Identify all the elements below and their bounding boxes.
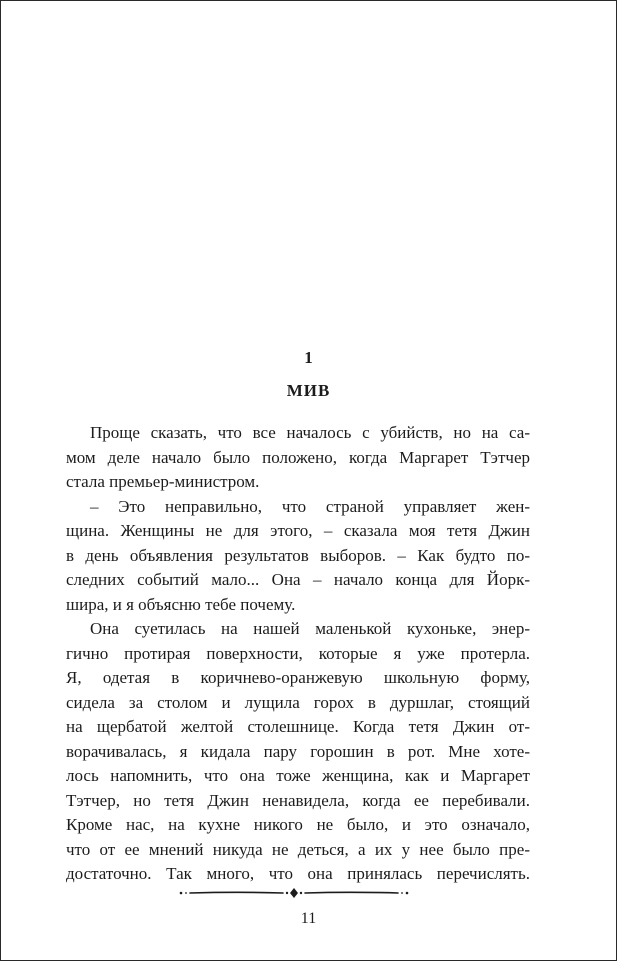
text-line: достаточно. Так много, что она принялась перечислять. [66,864,530,883]
text-line: стала премьер-министром. [66,472,260,491]
text-line: Проще сказать, что все началось с убийств, но на са- [90,423,530,442]
text-line: гично протирая поверхности, которые я уже протерла. [66,643,530,663]
text-line: щина. Женщины не для этого, – сказала моя тетя Джин [66,521,530,540]
page-number: 11 [300,910,317,927]
text-line: Я, одетая в коричнево-оранжевую школьную форму, [66,668,530,687]
text-line: что от ее мнений никуда не деться, а их у нее было пре- [66,839,530,859]
text-line: лось напомнить, что она тоже женщина, как и Маргарет [66,766,530,785]
text-line: Кроме нас, на кухне никого не было, и это означало, [66,815,530,834]
body-text [66,421,530,887]
chapter-number: 1 [304,348,313,367]
text-line: шира, и я объясню тебе почему. [66,594,296,614]
chapter-title: МИВ [286,381,331,400]
text-line: ворачивалась, я кидала пару горошин в рот. Мне хотe- [66,741,530,761]
text-line: сидела за столом и лущила горох в дуршлаг, стоящий [66,692,530,712]
text-line: Она суетилась на нашей маленькой кухоньке, энер- [90,619,530,638]
text-line: в день объявления результатов выборов. – Как будто по- [66,545,530,565]
text-line: мом деле начало было положено, когда Маргарет Тэтчер [66,447,530,467]
text-line: следних событий мало... Она – начало конца для Йорк- [66,570,530,589]
text-line: на щербатой желтой столешнице. Когда тетя Джин от- [66,717,530,736]
text-line: – Это неправильно, что страной управляет жен- [90,496,530,516]
text-line: Тэтчер, но тетя Джин ненавидела, когда ее перебивали. [66,790,530,810]
ornament-divider [178,886,410,900]
